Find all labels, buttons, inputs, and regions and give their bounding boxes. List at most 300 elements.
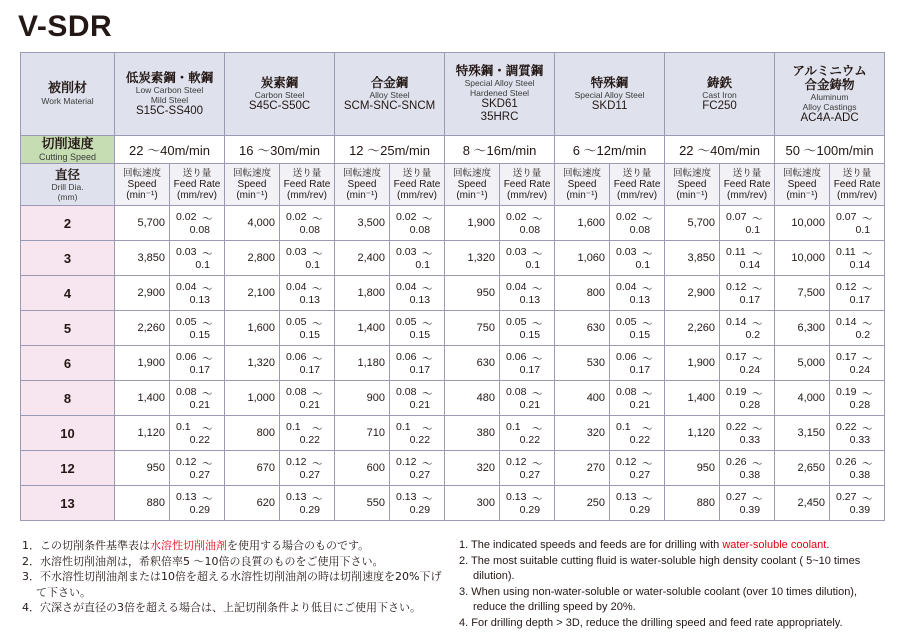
- feed-cell: [170, 206, 225, 241]
- speed-header-en: Speed: [677, 179, 707, 190]
- speed-cell: 710: [335, 416, 390, 451]
- page-title: V-SDR: [18, 10, 113, 43]
- feed-range-tilde: ～: [642, 388, 653, 400]
- feed-max: 0.29: [519, 504, 541, 516]
- material-grade: FC250: [702, 99, 737, 112]
- cutting-speed-value: 50 ～100m/min: [775, 136, 885, 164]
- feed-cell: [610, 416, 665, 451]
- material-name-en: Low Carbon Steel: [135, 84, 204, 95]
- feed-header-unit: (mm/rev): [397, 190, 438, 201]
- feed-cell: [170, 486, 225, 521]
- feed-column-header: [390, 164, 445, 206]
- feed-min: 0.08: [176, 386, 197, 398]
- speed-cell: 950: [115, 451, 170, 486]
- speed-cell: 3,500: [335, 206, 390, 241]
- feed-max: 0.22: [299, 434, 321, 446]
- table-row: [21, 381, 885, 416]
- feed-header-en: Feed Rate: [833, 179, 881, 190]
- feed-min: 0.03: [286, 246, 307, 258]
- speed-cell: 550: [335, 486, 390, 521]
- feed-cell: [390, 206, 445, 241]
- feed-cell: [170, 346, 225, 381]
- feed-max: 0.1: [305, 259, 321, 271]
- speed-cell: 2,800: [225, 241, 280, 276]
- feed-range-tilde: ～: [202, 318, 213, 330]
- feed-range-tilde: ～: [312, 423, 323, 435]
- feed-cell: [720, 486, 775, 521]
- speed-cell: 1,900: [445, 206, 500, 241]
- feed-range-tilde: ～: [862, 353, 873, 365]
- feed-range-tilde: ～: [862, 423, 873, 435]
- feed-header-jp: 送り量: [512, 168, 542, 179]
- speed-cell: 1,800: [335, 276, 390, 311]
- speed-header-unit: (min⁻¹): [676, 190, 708, 201]
- feed-min: 0.08: [396, 386, 417, 398]
- note-item: [22, 569, 447, 600]
- material-header-3: [335, 53, 445, 136]
- feed-range-tilde: ～: [532, 353, 543, 365]
- feed-min: 0.12: [726, 281, 747, 293]
- feed-cell: [720, 206, 775, 241]
- feed-max: 0.1: [635, 259, 651, 271]
- speed-cell: 880: [665, 486, 720, 521]
- feed-range-tilde: ～: [202, 248, 213, 260]
- feed-range-tilde: ～: [532, 423, 543, 435]
- feed-range-tilde: ～: [752, 248, 763, 260]
- feed-cell: [500, 206, 555, 241]
- feed-min: 0.12: [176, 456, 197, 468]
- feed-max: 0.1: [855, 224, 871, 236]
- feed-cell: [610, 311, 665, 346]
- feed-cell: [500, 241, 555, 276]
- feed-max: 0.08: [409, 224, 431, 236]
- feed-min: 0.04: [396, 281, 417, 293]
- drill-dia-cell: 4: [21, 276, 115, 311]
- feed-min: 0.03: [176, 246, 197, 258]
- feed-column-header: [830, 164, 885, 206]
- table-row: [21, 346, 885, 381]
- feed-max: 0.13: [189, 294, 211, 306]
- feed-range-tilde: ～: [532, 213, 543, 225]
- feed-range-tilde: ～: [752, 458, 763, 470]
- feed-range-tilde: ～: [202, 353, 213, 365]
- feed-min: 0.05: [616, 316, 637, 328]
- feed-min: 0.1: [616, 421, 631, 433]
- feed-max: 0.17: [299, 364, 321, 376]
- feed-max: 0.21: [299, 399, 321, 411]
- feed-min: 0.17: [836, 351, 857, 363]
- speed-header-jp: 回転速度: [673, 168, 712, 179]
- drill-dia-en: Drill Dia.: [51, 181, 84, 192]
- feed-max: 0.08: [519, 224, 541, 236]
- feed-cell: [720, 416, 775, 451]
- speed-cell: 1,600: [225, 311, 280, 346]
- speed-header-en: Speed: [347, 179, 377, 190]
- feed-cell: [500, 311, 555, 346]
- feed-cell: [390, 241, 445, 276]
- feed-max: 0.21: [189, 399, 211, 411]
- feed-max: 0.15: [299, 329, 321, 341]
- feed-cell: [280, 416, 335, 451]
- feed-min: 0.11: [726, 246, 746, 258]
- feed-max: 0.33: [739, 434, 761, 446]
- feed-min: 0.03: [616, 246, 637, 258]
- speed-cell: 1,900: [665, 346, 720, 381]
- note-item: [22, 538, 447, 554]
- feed-min: 0.17: [726, 351, 747, 363]
- feed-max: 0.14: [849, 259, 871, 271]
- notes-english: [459, 538, 879, 631]
- speed-cell: 2,900: [115, 276, 170, 311]
- feed-max: 0.27: [189, 469, 211, 481]
- feed-max: 0.22: [519, 434, 541, 446]
- speed-cell: 800: [225, 416, 280, 451]
- feed-max: 0.08: [629, 224, 651, 236]
- feed-range-tilde: ～: [752, 423, 763, 435]
- feed-min: 0.14: [836, 316, 857, 328]
- feed-cell: [170, 311, 225, 346]
- feed-max: 0.28: [739, 399, 761, 411]
- feed-min: 0.06: [616, 351, 637, 363]
- feed-range-tilde: ～: [422, 423, 433, 435]
- feed-cell: [830, 381, 885, 416]
- feed-min: 0.02: [286, 211, 307, 223]
- feed-range-tilde: ～: [312, 388, 323, 400]
- feed-max: 0.08: [299, 224, 321, 236]
- speed-header-en: Speed: [567, 179, 597, 190]
- note-text: 2．水溶性切削油剤は，希釈倍率5 ～10倍の良質のものをご使用下さい。: [22, 554, 384, 568]
- material-name-en: Special Alloy Steel: [574, 89, 645, 100]
- material-name-en: Alloy Steel: [369, 89, 410, 100]
- feed-max: 0.27: [519, 469, 541, 481]
- feed-max: 0.2: [855, 329, 871, 341]
- speed-column-header: [445, 164, 500, 206]
- feed-range-tilde: ～: [532, 458, 543, 470]
- feed-range-tilde: ～: [752, 318, 763, 330]
- feed-max: 0.1: [195, 259, 211, 271]
- feed-range-tilde: ～: [312, 458, 323, 470]
- feed-range-tilde: ～: [532, 283, 543, 295]
- speed-header-en: Speed: [787, 179, 817, 190]
- feed-range-tilde: ～: [532, 388, 543, 400]
- speed-cell: 1,320: [445, 241, 500, 276]
- cutting-speed-label: [21, 136, 115, 164]
- feed-range-tilde: ～: [312, 283, 323, 295]
- feed-range-tilde: ～: [862, 388, 873, 400]
- feed-min: 0.02: [176, 211, 197, 223]
- feed-cell: [610, 206, 665, 241]
- feed-range-tilde: ～: [312, 248, 323, 260]
- feed-cell: [830, 451, 885, 486]
- feed-cell: [170, 276, 225, 311]
- speed-header-en: Speed: [127, 179, 157, 190]
- speed-cell: 7,500: [775, 276, 830, 311]
- feed-max: 0.13: [519, 294, 541, 306]
- drill-dia-cell: 5: [21, 311, 115, 346]
- note-text: 1. The indicated speeds and feeds are for drilling with: [459, 539, 723, 551]
- feed-range-tilde: ～: [752, 493, 763, 505]
- feed-column-header: [170, 164, 225, 206]
- cutting-speed-value: 22 ～40m/min: [115, 136, 225, 164]
- feed-max: 0.39: [739, 504, 761, 516]
- material-name-jp: 特殊鋼: [590, 74, 629, 90]
- material-grade-2: 35HRC: [480, 111, 519, 123]
- table-row: [21, 276, 885, 311]
- feed-min: 0.12: [616, 456, 637, 468]
- feed-column-header: [500, 164, 555, 206]
- speed-cell: 1,400: [665, 381, 720, 416]
- speed-cell: 1,060: [555, 241, 610, 276]
- speed-header-jp: 回転速度: [343, 168, 382, 179]
- feed-range-tilde: ～: [862, 493, 873, 505]
- feed-min: 0.07: [726, 211, 747, 223]
- feed-cell: [280, 276, 335, 311]
- feed-min: 0.04: [286, 281, 307, 293]
- feed-cell: [170, 381, 225, 416]
- speed-header-unit: (min⁻¹): [236, 190, 268, 201]
- feed-min: 0.13: [506, 491, 527, 503]
- feed-max: 0.2: [745, 329, 761, 341]
- feed-min: 0.05: [176, 316, 197, 328]
- note-text-end: を使用する場合のものです。: [227, 539, 370, 552]
- material-grade: SCM-SNC-SNCM: [343, 99, 436, 112]
- material-grade: SKD61: [481, 98, 518, 110]
- material-header-row: [21, 53, 885, 136]
- feed-min: 0.22: [726, 421, 747, 433]
- feed-range-tilde: ～: [862, 248, 873, 260]
- table-row: [21, 206, 885, 241]
- feed-header-en: Feed Rate: [173, 179, 221, 190]
- feed-range-tilde: ～: [642, 458, 653, 470]
- feed-cell: [830, 276, 885, 311]
- feed-max: 0.1: [415, 259, 431, 271]
- drill-dia-cell: 3: [21, 241, 115, 276]
- speed-cell: 1,120: [115, 416, 170, 451]
- feed-cell: [610, 346, 665, 381]
- feed-header-jp: 送り量: [842, 168, 872, 179]
- material-name-jp2: 合金鋳物: [804, 76, 855, 92]
- work-material-header: [21, 53, 115, 136]
- cutting-speed-value: 12 ～25m/min: [335, 136, 445, 164]
- feed-range-tilde: ～: [752, 283, 763, 295]
- feed-cell: [500, 276, 555, 311]
- material-grade: SKD11: [591, 99, 628, 112]
- feed-max: 0.38: [739, 469, 761, 481]
- feed-min: 0.05: [506, 316, 527, 328]
- feed-max: 0.29: [189, 504, 211, 516]
- note-text: 4. For drilling depth > 3D, reduce the drilling speed and feed rate appropriately.: [459, 616, 843, 629]
- feed-header-unit: (mm/rev): [837, 190, 878, 201]
- speed-cell: 670: [225, 451, 280, 486]
- feed-max: 0.13: [629, 294, 651, 306]
- material-name-en: Special Alloy Steel: [464, 78, 535, 88]
- feed-min: 0.08: [286, 386, 307, 398]
- feed-range-tilde: ～: [202, 283, 213, 295]
- feed-min: 0.07: [836, 211, 857, 223]
- feed-cell: [390, 416, 445, 451]
- column-subheader-row: [21, 164, 885, 206]
- feed-min: 0.1: [176, 421, 191, 433]
- feed-header-jp: 送り量: [622, 168, 652, 179]
- note-text: 2. The most suitable cutting fluid is water-soluble high density coolant ( 5~10 times dilution).: [459, 554, 861, 582]
- feed-header-jp: 送り量: [182, 168, 212, 179]
- speed-cell: 10,000: [775, 206, 830, 241]
- feed-cell: [390, 451, 445, 486]
- feed-min: 0.13: [396, 491, 417, 503]
- feed-cell: [390, 381, 445, 416]
- feed-max: 0.22: [629, 434, 651, 446]
- speed-column-header: [555, 164, 610, 206]
- feed-cell: [720, 381, 775, 416]
- speed-header-jp: 回転速度: [563, 168, 602, 179]
- speed-cell: 630: [555, 311, 610, 346]
- feed-cell: [830, 486, 885, 521]
- feed-cell: [390, 486, 445, 521]
- feed-max: 0.24: [849, 364, 871, 376]
- speed-cell: 630: [445, 346, 500, 381]
- speed-cell: 250: [555, 486, 610, 521]
- feed-min: 0.19: [836, 386, 857, 398]
- feed-max: 0.29: [409, 504, 431, 516]
- feed-min: 0.02: [616, 211, 637, 223]
- feed-max: 0.24: [739, 364, 761, 376]
- feed-cell: [390, 346, 445, 381]
- feed-cell: [280, 311, 335, 346]
- feed-range-tilde: ～: [312, 353, 323, 365]
- speed-cell: 1,400: [115, 381, 170, 416]
- feed-cell: [830, 311, 885, 346]
- feed-max: 0.15: [409, 329, 431, 341]
- feed-header-jp: 送り量: [402, 168, 432, 179]
- feed-cell: [830, 416, 885, 451]
- feed-header-unit: (mm/rev): [727, 190, 768, 201]
- feed-min: 0.13: [176, 491, 197, 503]
- feed-range-tilde: ～: [422, 458, 433, 470]
- speed-cell: 3,150: [775, 416, 830, 451]
- table-row: [21, 416, 885, 451]
- note-item: [459, 538, 879, 554]
- material-header-6: [665, 53, 775, 136]
- feed-range-tilde: ～: [312, 493, 323, 505]
- drill-dia-cell: 8: [21, 381, 115, 416]
- speed-cell: 1,000: [225, 381, 280, 416]
- feed-min: 0.1: [506, 421, 521, 433]
- feed-cell: [500, 416, 555, 451]
- feed-min: 0.11: [836, 246, 856, 258]
- material-grade: AC4A-ADC: [800, 111, 859, 124]
- feed-min: 0.1: [396, 421, 411, 433]
- feed-max: 0.14: [739, 259, 761, 271]
- speed-cell: 950: [665, 451, 720, 486]
- speed-cell: 1,400: [335, 311, 390, 346]
- cutting-speed-value: 6 ～12m/min: [555, 136, 665, 164]
- feed-max: 0.17: [189, 364, 211, 376]
- speed-header-unit: (min⁻¹): [126, 190, 158, 201]
- speed-cell: 950: [445, 276, 500, 311]
- feed-max: 0.38: [849, 469, 871, 481]
- material-name-jp: アルミニウム: [792, 62, 867, 78]
- note-item: [22, 554, 447, 570]
- feed-cell: [830, 346, 885, 381]
- material-name-en2: Mild Steel: [150, 94, 189, 105]
- feed-range-tilde: ～: [862, 458, 873, 470]
- material-name-en: Carbon Steel: [254, 89, 305, 100]
- speed-header-unit: (min⁻¹): [566, 190, 598, 201]
- drill-dia-cell: 13: [21, 486, 115, 521]
- feed-cell: [500, 486, 555, 521]
- material-header-2: [225, 53, 335, 136]
- note-text: 3．不水溶性切削油剤または10倍を超える水溶性切削油剤の時は切削速度を20%下げて下さい。: [22, 570, 442, 599]
- speed-cell: 4,000: [775, 381, 830, 416]
- feed-min: 0.04: [616, 281, 637, 293]
- speed-cell: 880: [115, 486, 170, 521]
- feed-header-en: Feed Rate: [393, 179, 441, 190]
- note-text: 1．この切削条件基準表は: [22, 539, 150, 552]
- feed-cell: [720, 276, 775, 311]
- feed-min: 0.13: [616, 491, 637, 503]
- feed-header-unit: (mm/rev): [507, 190, 548, 201]
- note-text: 3. When using non-water-soluble or water-soluble coolant (over 10 times dilution), reduce the drilling speed by 20%.: [459, 585, 858, 613]
- work-material-jp: 被削材: [47, 81, 87, 96]
- speed-header-en: Speed: [457, 179, 487, 190]
- speed-column-header: [335, 164, 390, 206]
- feed-range-tilde: ～: [312, 318, 323, 330]
- feed-cell: [720, 346, 775, 381]
- material-name-jp: 炭素鋼: [260, 74, 299, 90]
- feed-min: 0.27: [726, 491, 747, 503]
- cutting-conditions-table: [20, 52, 885, 521]
- feed-min: 0.02: [506, 211, 527, 223]
- feed-range-tilde: ～: [642, 213, 653, 225]
- feed-cell: [720, 241, 775, 276]
- speed-cell: 6,300: [775, 311, 830, 346]
- material-name-jp: 低炭素鋼・軟鋼: [125, 69, 214, 85]
- feed-cell: [390, 276, 445, 311]
- speed-cell: 3,850: [665, 241, 720, 276]
- feed-max: 0.13: [409, 294, 431, 306]
- feed-header-unit: (mm/rev): [177, 190, 217, 201]
- feed-range-tilde: ～: [202, 458, 213, 470]
- feed-column-header: [610, 164, 665, 206]
- cutting-speed-jp: 切削速度: [41, 136, 94, 152]
- feed-min: 0.06: [176, 351, 197, 363]
- feed-max: 0.21: [629, 399, 651, 411]
- feed-min: 0.22: [836, 421, 857, 433]
- feed-max: 0.15: [629, 329, 651, 341]
- material-name-jp: 合金鋼: [370, 74, 409, 90]
- material-name-en: Aluminum: [810, 91, 849, 102]
- feed-min: 0.14: [726, 316, 747, 328]
- feed-range-tilde: ～: [422, 248, 433, 260]
- feed-cell: [720, 311, 775, 346]
- speed-cell: 270: [555, 451, 610, 486]
- feed-cell: [390, 311, 445, 346]
- feed-min: 0.06: [396, 351, 417, 363]
- feed-range-tilde: ～: [862, 318, 873, 330]
- table-row: [21, 241, 885, 276]
- feed-range-tilde: ～: [532, 318, 543, 330]
- feed-range-tilde: ～: [422, 213, 433, 225]
- feed-min: 0.05: [396, 316, 417, 328]
- speed-header-jp: 回転速度: [783, 168, 822, 179]
- feed-cell: [610, 451, 665, 486]
- feed-header-en: Feed Rate: [283, 179, 331, 190]
- note-item: [459, 616, 879, 632]
- feed-range-tilde: ～: [422, 353, 433, 365]
- speed-cell: 3,850: [115, 241, 170, 276]
- feed-cell: [610, 381, 665, 416]
- table-row: [21, 451, 885, 486]
